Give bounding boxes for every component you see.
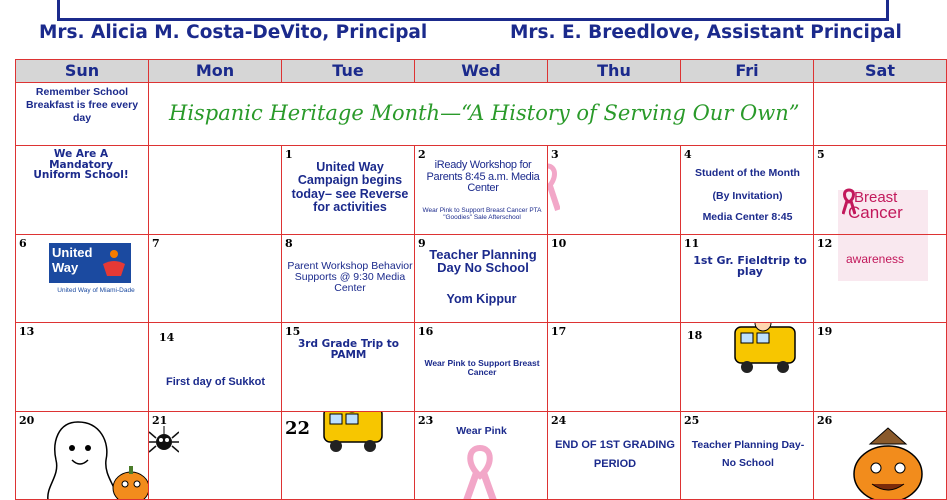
day-number: 15 — [285, 325, 301, 339]
day-number: 19 — [817, 325, 833, 339]
day-cell — [16, 82, 149, 145]
day-cell — [282, 146, 415, 234]
weekday-mon: Mon — [149, 60, 282, 83]
event-text: Teacher Planning Day No School — [429, 246, 537, 276]
day-number: 5 — [817, 148, 825, 162]
school-bus-icon — [731, 323, 801, 382]
day-number: 26 — [817, 413, 833, 427]
day-number: 16 — [418, 325, 434, 339]
day-number: 23 — [418, 413, 434, 427]
week-row — [16, 82, 947, 145]
day-cell — [16, 323, 149, 411]
day-number: 17 — [551, 325, 567, 339]
day-number: 6 — [19, 236, 27, 250]
event-text: Student of the Month — [695, 167, 800, 180]
day-cell — [681, 411, 814, 499]
heritage-banner-cell — [149, 82, 814, 145]
staff-line — [0, 22, 947, 48]
day-number: 1 — [285, 148, 293, 162]
day-number: 2 — [418, 148, 426, 162]
day-number: 8 — [285, 236, 293, 250]
day-cell — [282, 323, 415, 411]
day-cell — [814, 323, 947, 411]
weekday-fri: Fri — [681, 60, 814, 83]
day-cell — [16, 146, 149, 234]
day-number: 14 — [159, 331, 175, 345]
breakfast-note: Remember School Breakfast is free every day — [25, 85, 139, 125]
pink-ribbon-icon — [548, 162, 561, 214]
weekday-header-row — [16, 60, 947, 83]
week-row — [16, 146, 947, 234]
day-cell — [681, 146, 814, 234]
helping-hand-icon — [101, 248, 127, 278]
week-row — [16, 411, 947, 499]
day-cell — [548, 323, 681, 411]
day-number: 3 — [551, 148, 559, 162]
logo-line: Breast — [854, 189, 898, 207]
event-text: Wear Pink — [456, 424, 507, 437]
weekday-thu: Thu — [548, 60, 681, 83]
day-number: 25 — [684, 413, 700, 427]
day-cell — [548, 234, 681, 322]
day-cell — [681, 234, 814, 322]
day-cell — [814, 146, 947, 234]
principal-name: Mrs. Alicia M. Costa-DeVito, Principal — [39, 22, 428, 43]
logo-line: awareness — [846, 251, 905, 266]
day-number: 4 — [684, 148, 692, 162]
day-cell — [548, 146, 681, 234]
week-row — [16, 234, 947, 322]
event-text: Parent Workshop Behavior Supports @ 9:30 Media Center — [287, 259, 413, 294]
week-row — [16, 323, 947, 411]
day-number: 12 — [817, 236, 833, 250]
logo-line: United — [52, 244, 93, 260]
uniform-note: We Are A Mandatory Uniform School! — [33, 148, 129, 182]
event-text: Yom Kippur — [446, 291, 517, 306]
day-cell — [814, 411, 947, 499]
event-text: END OF 1ST GRADING PERIOD — [555, 438, 675, 471]
day-cell — [814, 234, 947, 322]
event-text: Wear Pink to Support Breast Cancer — [424, 358, 540, 378]
calendar-grid — [15, 59, 947, 500]
day-number: 10 — [551, 236, 567, 250]
day-cell — [282, 234, 415, 322]
day-cell — [149, 234, 282, 322]
united-way-logo — [49, 243, 131, 283]
logo-caption: United Way of Miami-Dade — [57, 286, 135, 294]
event-text: Teacher Planning Day- No School — [691, 438, 805, 470]
day-number: 7 — [152, 236, 160, 250]
day-number: 13 — [19, 325, 35, 339]
logo-line: Cancer — [848, 203, 903, 223]
day-cell — [681, 323, 814, 411]
day-cell — [548, 411, 681, 499]
day-number: 21 — [152, 413, 168, 427]
day-cell — [16, 411, 149, 499]
weekday-sat: Sat — [814, 60, 947, 83]
day-number: 20 — [19, 413, 35, 427]
weekday-sun: Sun — [16, 60, 149, 83]
event-small-text: Wear Pink to Support Breast Cancer PTA "Goodies" Sale Afterschool — [422, 207, 542, 222]
day-cell — [814, 82, 947, 145]
day-cell — [16, 234, 149, 322]
heritage-month-banner: Hispanic Heritage Month—“A History of Serving Our Own” — [169, 100, 800, 125]
event-text: 3rd Grade Trip to PAMM — [297, 338, 400, 362]
weekday-wed: Wed — [415, 60, 548, 83]
breast-cancer-logo — [838, 190, 928, 234]
event-text: United Way Campaign begins today– see Reverse for activities — [291, 160, 409, 214]
event-text: Media Center 8:45 — [702, 211, 793, 224]
spider-icon — [149, 426, 179, 456]
logo-line: Way — [52, 259, 79, 275]
day-cell — [149, 323, 282, 411]
weekday-tue: Tue — [282, 60, 415, 83]
day-number: 24 — [551, 413, 567, 427]
day-cell — [149, 146, 282, 234]
day-cell — [415, 323, 548, 411]
jack-o-lantern-icon — [848, 426, 928, 500]
event-text: iReady Workshop for Parents 8:45 a.m. Media Center — [426, 159, 540, 195]
day-cell — [415, 146, 548, 234]
event-text: First day of Sukkot — [165, 376, 266, 389]
header-frame — [57, 0, 889, 21]
day-number: 18 — [687, 329, 703, 343]
assistant-principal-name: Mrs. E. Breedlove, Assistant Principal — [510, 22, 902, 43]
day-number: 11 — [684, 236, 700, 250]
day-number: 9 — [418, 236, 426, 250]
breast-cancer-logo — [838, 234, 928, 281]
school-bus-icon — [320, 411, 388, 458]
pink-ribbon-icon — [463, 444, 497, 500]
day-cell — [415, 234, 548, 322]
day-cell — [415, 411, 548, 499]
day-cell — [149, 411, 282, 499]
day-number: 22 — [285, 417, 311, 439]
pumpkin-icon — [111, 462, 149, 500]
event-text: (By Invitation) — [712, 190, 783, 203]
event-text: 1st Gr. Fieldtrip to play — [693, 253, 807, 279]
day-cell — [282, 411, 415, 499]
